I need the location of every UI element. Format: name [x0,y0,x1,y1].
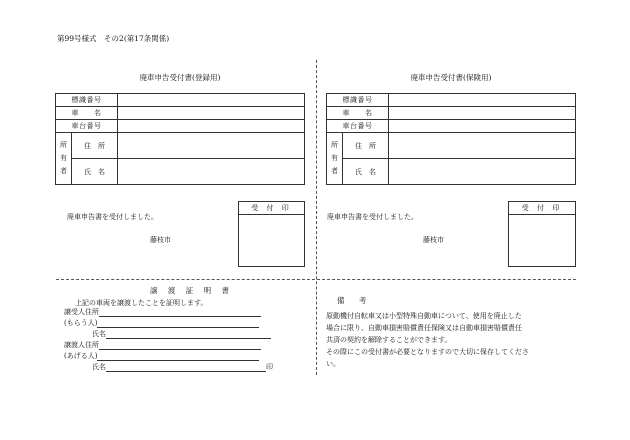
form-number: 第99号様式 その2(第17条関係) [57,34,170,43]
giver-address-field[interactable] [99,341,261,350]
owner-label: 所 有 者 [327,133,343,185]
owner-name-label: 氏 名 [343,159,389,185]
giver-address-label: 譲渡人住所 [64,341,99,349]
giver-address-field-2[interactable] [97,352,259,361]
chassis-label: 車台番号 [327,120,389,133]
receiver-name-row [92,329,271,339]
horizontal-cut-line [56,279,576,280]
stamp-label: 受 付 印 [239,202,304,215]
city-name: 藤枝市 [150,236,171,244]
seal-mark: 印 [266,363,273,371]
vehicle-name-field[interactable] [389,107,576,120]
receiver-address-row [64,307,261,317]
receiver-address-field[interactable] [99,308,261,317]
chassis-field[interactable] [389,120,576,133]
card-title-insurance: 廃車申告受付書(保険用) [410,73,492,82]
certificate-title: 譲 渡 証 明 書 [150,286,234,295]
owner-address-label: 住 所 [343,133,389,159]
vehicle-table-insurance [326,93,576,185]
received-text: 廃車申告書を受付しました。 [327,213,418,221]
owner-name-field[interactable] [389,159,576,185]
plate-label: 標識番号 [327,94,389,107]
vehicle-table-registration [55,93,305,185]
note-line: 場合に限り、自動車損害賠償責任保険又は自動車損害賠償責任 [326,324,522,332]
owner-label: 所 有 者 [56,133,72,185]
plate-field[interactable] [389,94,576,107]
card-title-registration: 廃車申告受付書(登録用) [139,73,221,82]
owner-name-label: 氏 名 [72,159,118,185]
vertical-cut-line [316,60,317,375]
receiver-note: (もらう人) [64,319,98,327]
note-line: い。 [326,360,340,368]
chassis-label: 車台番号 [56,120,118,133]
chassis-field[interactable] [118,120,305,133]
owner-address-field[interactable] [118,133,305,159]
plate-field[interactable] [118,94,305,107]
notes-title: 備 考 [337,296,373,305]
reception-stamp-box [238,201,305,267]
giver-name-field[interactable] [106,363,266,372]
owner-address-label: 住 所 [72,133,118,159]
certificate-intro: 上記の車両を譲渡したことを証明します。 [75,299,208,307]
giver-note-row [64,351,259,361]
reception-stamp-box [508,201,576,267]
owner-address-field[interactable] [389,133,576,159]
vehicle-name-label: 車 名 [56,107,118,120]
giver-address-row [64,340,261,350]
received-text: 廃車申告書を受付しました。 [67,213,158,221]
receiver-name-field[interactable] [106,330,271,339]
note-line: 原動機付自転車又は小型特殊自動車について、使用を廃止した [326,312,522,320]
giver-note: (あげる人) [64,352,98,360]
receiver-address-field-2[interactable] [97,319,259,328]
stamp-label: 受 付 印 [509,202,575,215]
owner-name-field[interactable] [118,159,305,185]
receiver-address-label: 譲受人住所 [64,308,99,316]
vehicle-name-field[interactable] [118,107,305,120]
vehicle-name-label: 車 名 [327,107,389,120]
note-line: 共済の契約を解除することができます。 [326,336,452,344]
note-line: その際にこの受付書が必要となりますので大切に保存してくださ [326,348,529,356]
giver-name-label: 氏名 [92,363,106,371]
giver-name-row [92,362,273,372]
plate-label: 標識番号 [56,94,118,107]
city-name: 藤枝市 [423,236,444,244]
receiver-name-label: 氏名 [92,330,106,338]
receiver-note-row [64,318,259,328]
